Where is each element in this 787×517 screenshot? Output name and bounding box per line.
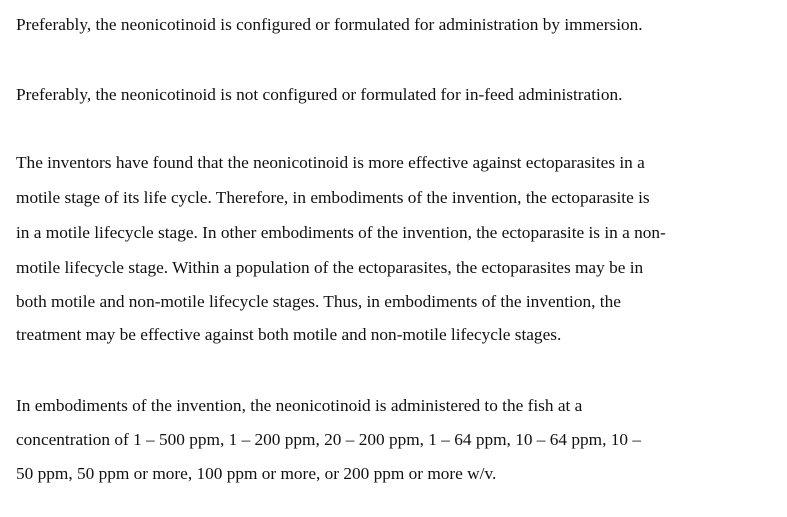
text-line: motile lifecycle stage. Within a population of the ectoparasites, the ectoparasites may be in	[16, 258, 644, 277]
text-line: treatment may be effective against both motile and non-motile lifecycle stages.	[16, 325, 562, 344]
text-line: motile stage of its life cycle. Therefore, in embodiments of the invention, the ectoparasite is	[16, 188, 650, 207]
text-line: In embodiments of the invention, the neonicotinoid is administered to the fish at a	[16, 396, 583, 415]
text-line: both motile and non-motile lifecycle stages. Thus, in embodiments of the invention, the	[16, 292, 621, 311]
text-line: in a motile lifecycle stage. In other embodiments of the invention, the ectoparasite is in a non-	[16, 223, 666, 242]
text-line: Preferably, the neonicotinoid is configured or formulated for administration by immersion.	[16, 15, 643, 34]
text-line: 50 ppm, 50 ppm or more, 100 ppm or more, or 200 ppm or more w/v.	[16, 464, 497, 483]
text-line: concentration of 1 – 500 ppm, 1 – 200 ppm, 20 – 200 ppm, 1 – 64 ppm, 10 – 64 ppm, 10 –	[16, 430, 641, 449]
text-line: Preferably, the neonicotinoid is not configured or formulated for in-feed administration.	[16, 85, 623, 104]
text-line: The inventors have found that the neonicotinoid is more effective against ectoparasites in a	[16, 153, 645, 172]
